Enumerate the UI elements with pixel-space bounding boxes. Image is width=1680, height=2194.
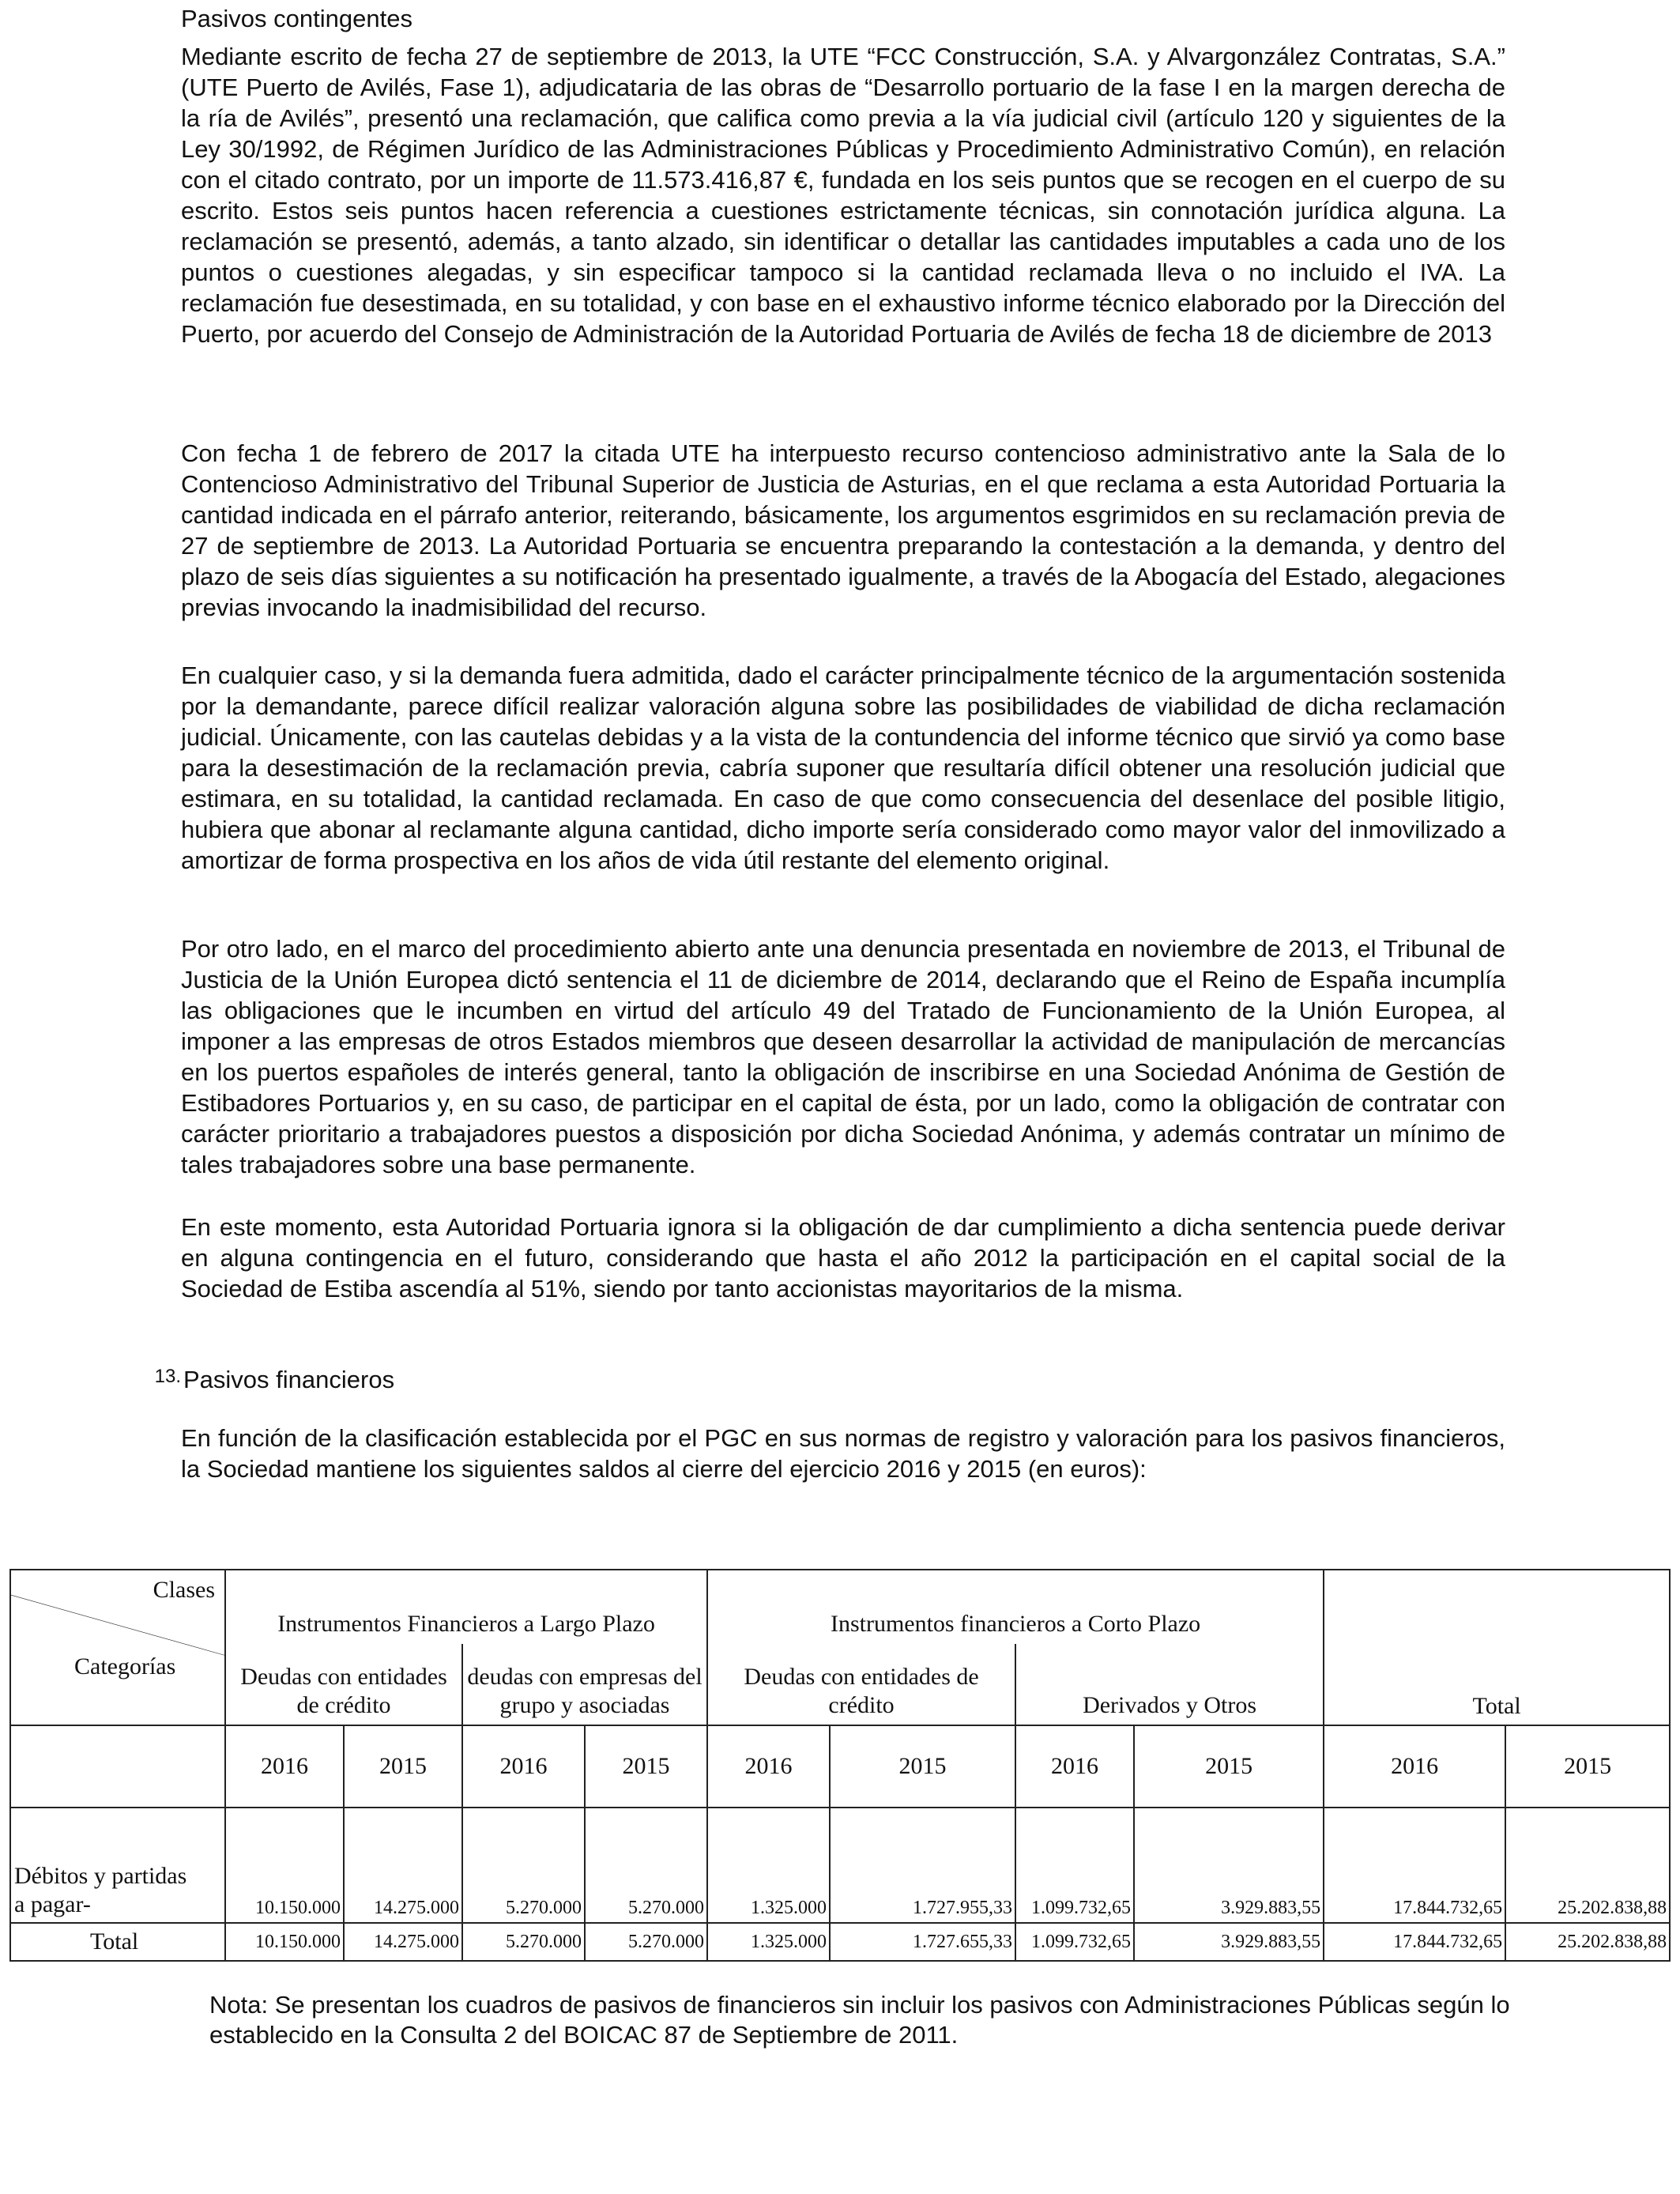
value-cell: 14.275.000 <box>344 1808 462 1923</box>
year-cell: 2015 <box>585 1725 707 1808</box>
value-cell: 10.150.000 <box>225 1808 344 1923</box>
section-number: 13. <box>154 1366 181 1387</box>
table-row-total <box>10 1923 1670 1961</box>
paragraph-3: En cualquier caso, y si la demanda fuera admitida, dado el carácter principalmente técnico de la argumentación sostenida por la demandante, parece difícil realizar valoración alguna sobre las posibilidades de viabilidad de dicha reclamación judicial. Únicamente, con las cautelas debidas y a la vista de la contundencia del informe técnico que sirvió ya como base para la desestimación de la reclamación previa, cabría suponer que resultaría difícil obtener una resolución judicial que estimara, en su totalidad, la cantidad reclamada. En caso de que como consecuencia del desenlace del posible litigio, hubiera que abonar al reclamante alguna cantidad, dicho importe sería considerado como mayor valor del inmovilizado a amortizar de forma prospectiva en los años de vida útil restante del elemento original. <box>181 662 1505 874</box>
value-cell: 3.929.883,55 <box>1134 1923 1324 1961</box>
heading-pasivos-contingentes: Pasivos contingentes <box>181 5 412 32</box>
value-cell: 1.727.955,33 <box>830 1808 1015 1923</box>
year-cell: 2015 <box>1505 1725 1670 1808</box>
value-cell: 25.202.838,88 <box>1505 1808 1670 1923</box>
total-header: Total <box>1324 1570 1670 1725</box>
value-cell: 1.099.732,65 <box>1015 1923 1134 1961</box>
group-header-long-term: Instrumentos Financieros a Largo Plazo <box>225 1570 707 1644</box>
paragraph-2: Con fecha 1 de febrero de 2017 la citada UTE ha interpuesto recurso contencioso administrativo ante la Sala de lo Contencioso Administrativo del Tribunal Superior de Justicia de Asturias, en el que reclama a esta Autoridad Portuaria la cantidad indicada en el párrafo anterior, reiterando, básicamente, los argumentos esgrimidos en su reclamación previa de 27 de septiembre de 2013. La Autoridad Portuaria se encuentra preparando la contestación a la demanda, y dentro del plazo de seis días siguientes a su notificación ha presentado igualmente, a través de la Abogacía del Estado, alegaciones previas invocando la inadmisibilidad del recurso. <box>181 439 1505 621</box>
subheader-deudas-entidades-cp: Deudas con entidades de crédito <box>707 1644 1015 1725</box>
value-cell: 1.325.000 <box>707 1923 830 1961</box>
paragraph-4: Por otro lado, en el marco del procedimiento abierto ante una denuncia presentada en noviembre de 2013, el Tribunal de Justicia de la Unión Europea dictó sentencia el 11 de diciembre de 2014, declarando que el Reino de España incumplía las obligaciones que le incumben en virtud del artículo 49 del Tratado de Funcionamiento de la Unión Europea, al imponer a las empresas de otros Estados miembros que deseen desarrollar la actividad de manipulación de mercancías en los puertos españoles de interés general, tanto la obligación de inscribirse en una Sociedad Anónima de Gestión de Estibadores Portuarios y, en su caso, de participar en el capital de ésta, por un lado, como la obligación de contratar con carácter prioritario a trabajadores puestos a disposición por dicha Sociedad Anónima, y además contratar un mínimo de tales trabajadores sobre una base permanente. <box>181 935 1505 1178</box>
value-cell: 25.202.838,88 <box>1505 1923 1670 1961</box>
value-cell: 17.844.732,65 <box>1324 1923 1505 1961</box>
year-cell: 2015 <box>830 1725 1015 1808</box>
table-footnote: Nota: Se presentan los cuadros de pasivos de financieros sin incluir los pasivos con Administraciones Públicas según lo establecido en la Consulta 2 del BOICAC 87 de Septiembre de 2011. <box>209 1991 1510 2049</box>
value-cell: 10.150.000 <box>225 1923 344 1961</box>
year-label-empty <box>10 1725 225 1808</box>
year-cell: 2015 <box>344 1725 462 1808</box>
table-row-debitos <box>10 1808 1670 1923</box>
row-label-debitos <box>10 1808 225 1923</box>
value-cell: 5.270.000 <box>585 1923 707 1961</box>
value-cell: 1.099.732,65 <box>1015 1808 1134 1923</box>
section-title-text: Pasivos financieros <box>183 1366 395 1393</box>
value-cell: 5.270.000 <box>585 1808 707 1923</box>
section-title <box>112 1361 394 1396</box>
subheader-derivados-otros: Derivados y Otros <box>1015 1644 1324 1725</box>
value-cell: 14.275.000 <box>344 1923 462 1961</box>
year-cell: 2016 <box>462 1725 585 1808</box>
row-label-line: a pagar- <box>14 1891 91 1917</box>
value-cell: 3.929.883,55 <box>1134 1808 1324 1923</box>
value-cell: 17.844.732,65 <box>1324 1808 1505 1923</box>
corner-categorias-label: Categorías <box>74 1653 176 1679</box>
row-label-line: Débitos y partidas <box>14 1863 187 1889</box>
value-cell: 1.325.000 <box>707 1808 830 1923</box>
section-intro: En función de la clasificación establecida por el PGC en sus normas de registro y valoración para los pasivos financieros, la Sociedad mantiene los siguientes saldos al cierre del ejercicio 2016 y 2015 (en euros): <box>181 1424 1505 1483</box>
value-cell: 5.270.000 <box>462 1808 585 1923</box>
year-cell: 2016 <box>707 1725 830 1808</box>
year-cell: 2016 <box>1015 1725 1134 1808</box>
year-cell: 2015 <box>1134 1725 1324 1808</box>
corner-clases-label: Clases <box>153 1577 215 1603</box>
subheader-deudas-grupo: deudas con empresas del grupo y asociadas <box>462 1644 707 1725</box>
financial-liabilities-table <box>9 1569 1671 1962</box>
year-cell: 2016 <box>1324 1725 1505 1808</box>
value-cell: 1.727.655,33 <box>830 1923 1015 1961</box>
table-corner-cell <box>10 1570 225 1725</box>
subheader-deudas-entidades-lp: Deudas con entidades de crédito <box>225 1644 462 1725</box>
paragraph-1: Mediante escrito de fecha 27 de septiembre de 2013, la UTE “FCC Construcción, S.A. y Alvargonzález Contratas, S.A.” (UTE Puerto de Avilés, Fase 1), adjudicataria de las obras de “Desarrollo portuario de la fase I en la margen derecha de la ría de Avilés”, presentó una reclamación, que califica como previa a la vía judicial civil (artículo 120 y siguientes de la Ley 30/1992, de Régimen Jurídico de las Administraciones Públicas y Procedimiento Administrativo Común), en relación con el citado contrato, por un importe de 11.573.416,87 €, fundada en los seis puntos que se recogen en el cuerpo de su escrito. Estos seis puntos hacen referencia a cuestiones estrictamente técnicas, sin connotación jurídica alguna. La reclamación se presentó, además, a tanto alzado, sin identificar o detallar las cantidades imputables a cada uno de los puntos o cuestiones alegadas, y sin especificar tampoco si la cantidad reclamada lleva o no incluido el IVA. La reclamación fue desestimada, en su totalidad, y con base en el exhaustivo informe técnico elaborado por la Dirección del Puerto, por acuerdo del Consejo de Administración de la Autoridad Portuaria de Avilés de fecha 18 de diciembre de 2013 <box>181 43 1505 348</box>
paragraph-5: En este momento, esta Autoridad Portuaria ignora si la obligación de dar cumplimiento a dicha sentencia puede derivar en alguna contingencia en el futuro, considerando que hasta el año 2012 la participación en el capital social de la Sociedad de Estiba ascendía al 51%, siendo por tanto accionistas mayoritarios de la misma. <box>181 1213 1505 1302</box>
row-label-total: Total <box>10 1923 225 1961</box>
year-cell: 2016 <box>225 1725 344 1808</box>
value-cell: 5.270.000 <box>462 1923 585 1961</box>
group-header-short-term: Instrumentos financieros a Corto Plazo <box>707 1570 1324 1644</box>
year-header-row <box>10 1725 1670 1808</box>
